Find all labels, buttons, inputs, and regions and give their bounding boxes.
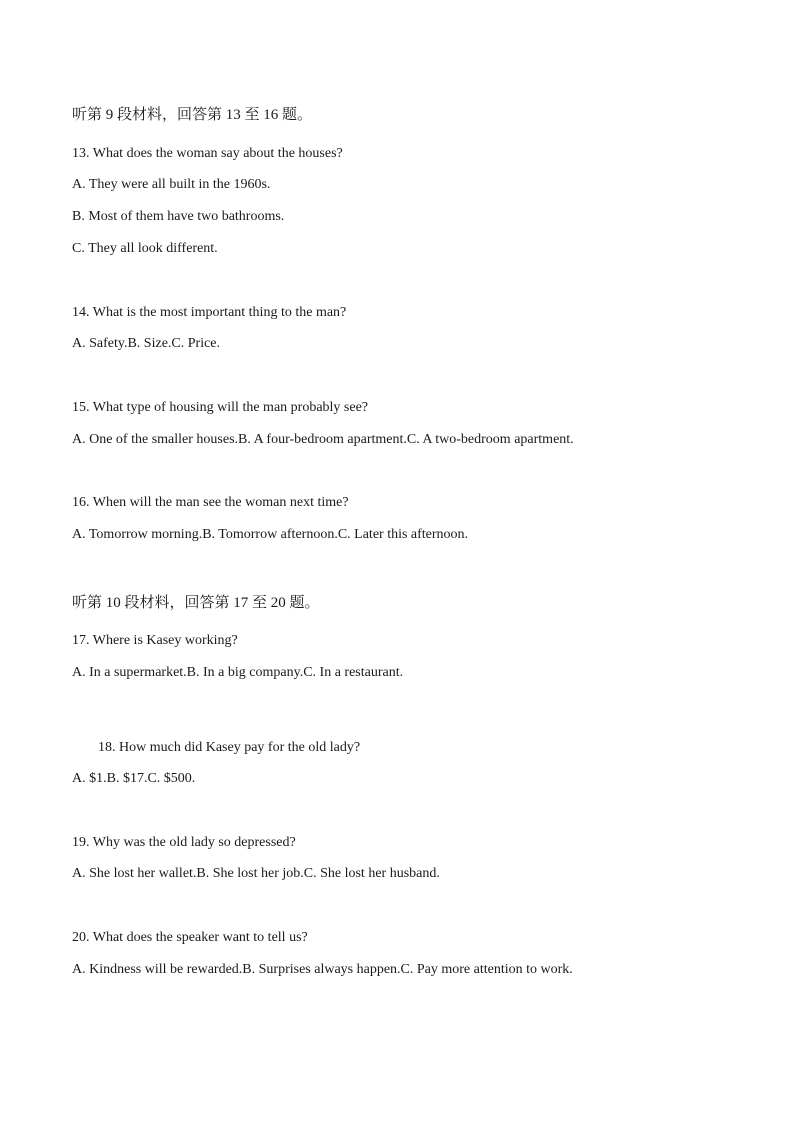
question-19: 19. Why was the old lady so depressed? (72, 835, 296, 850)
q13-option-a: A. They were all built in the 1960s. (72, 177, 271, 192)
question-15: 15. What type of housing will the man probably see? (72, 400, 369, 415)
q13-option-c: C. They all look different. (72, 241, 218, 256)
q14-options: A. Safety.B. Size.C. Price. (72, 336, 221, 351)
question-17: 17. Where is Kasey working? (72, 633, 238, 648)
q15-options: A. One of the smaller houses.B. A four-bedroom apartment.C. A two-bedroom apartment. (72, 432, 574, 447)
q17-options: A. In a supermarket.B. In a big company.C. In a restaurant. (72, 665, 404, 680)
question-18: 18. How much did Kasey pay for the old lady? (98, 740, 361, 755)
section-heading: 听第 10 段材料，回答第 17 至 20 题。 (72, 595, 320, 611)
q18-options: A. $1.B. $17.C. $500. (72, 771, 196, 786)
q19-options: A. She lost her wallet.B. She lost her job.C. She lost her husband. (72, 866, 440, 881)
q13-option-b: B. Most of them have two bathrooms. (72, 209, 285, 224)
question-16: 16. When will the man see the woman next time? (72, 495, 349, 510)
section-heading: 听第 9 段材料，回答第 13 至 16 题。 (72, 107, 313, 123)
q20-options: A. Kindness will be rewarded.B. Surprises always happen.C. Pay more attention to work. (72, 962, 573, 977)
question-20: 20. What does the speaker want to tell us? (72, 930, 308, 945)
q16-options: A. Tomorrow morning.B. Tomorrow afternoon.C. Later this afternoon. (72, 527, 469, 542)
question-14: 14. What is the most important thing to the man? (72, 305, 347, 320)
question-13: 13. What does the woman say about the houses? (72, 146, 343, 161)
